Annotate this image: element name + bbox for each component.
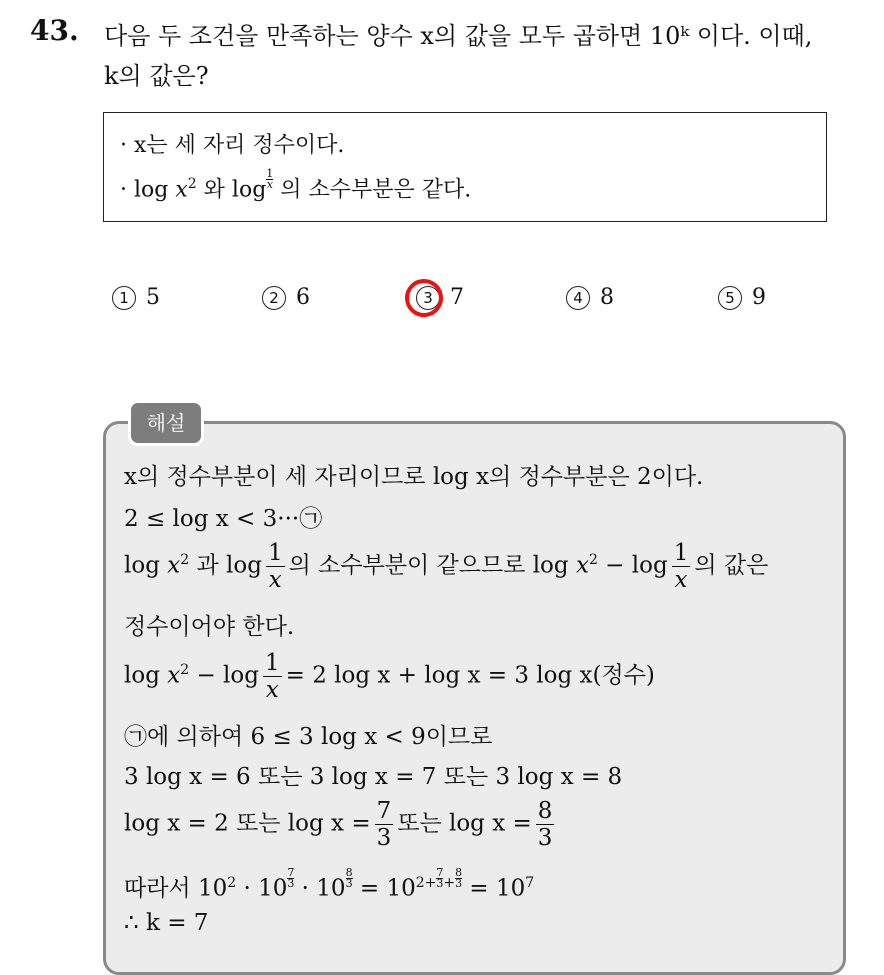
choice-number-2: 2 (262, 286, 286, 310)
solution-line-6: ㉠에 의하여 6 ≤ 3 log x < 9이므로 (124, 724, 493, 750)
solution-line-10: ∴ k = 7 (124, 910, 209, 936)
solution-line-7: 3 log x = 6 또는 3 log x = 7 또는 3 log x = 8 (124, 764, 623, 790)
question-line-1: 다음 두 조건을 만족하는 양수 x의 값을 모두 곱하면 10ᵏ 이다. 이때, (104, 22, 813, 50)
solution-line-8: log x = 2 또는 log x = $\frac{7}{3}$ 또는 log x = $\frac{8}{3}$ (124, 798, 553, 851)
solution-line-9: 따라서 $10^2 \cdot 10$ $\frac{7}{3}$ · 10 $\frac{8}{3}$ = $10^{2+}$ $\frac{7}{3}$ + $\frac{8}{3}$ = $10^7$ (124, 866, 535, 902)
choice-number-5: 5 (718, 286, 742, 310)
choice-number-4: 4 (566, 286, 590, 310)
choice-1[interactable] (112, 285, 160, 310)
condition-2: · $\log x^2$ 와 log $\frac{1}{x}$ 의 소수부분은 같다. (120, 167, 472, 203)
choice-5[interactable] (718, 285, 766, 310)
solution-line-3: $\log x^2$ 과 log $\frac{1}{x}$ 의 소수부분이 같으므로 $\log x^2 - \log$ $\frac{1}{x}$ 의 값은 (124, 540, 769, 593)
question-text (104, 16, 874, 96)
answer-choices (108, 285, 828, 319)
choice-value-5: 9 (752, 285, 766, 310)
condition-1: · x는 세 자리 정수이다. (120, 133, 345, 158)
question-line-2: k의 값은? (104, 62, 209, 90)
selected-answer-mark (402, 276, 446, 320)
choice-value-1: 5 (146, 285, 160, 310)
choice-value-2: 6 (296, 285, 310, 310)
solution-line-5: $\log x^2 - \log$ $\frac{1}{x}$ = 2 log x + log x = 3 log x(정수) (124, 650, 655, 703)
solution-line-1: x의 정수부분이 세 자리이므로 log x의 정수부분은 2이다. (124, 464, 704, 490)
choice-value-3: 7 (450, 285, 464, 310)
solution-tag: 해설 (128, 400, 204, 446)
solution-line-4: 정수이어야 한다. (124, 614, 295, 640)
solution-line-2: 2 ≤ log x < 3···㉠ (124, 506, 323, 532)
choice-2[interactable] (262, 285, 310, 310)
choice-number-3: 3 (416, 286, 440, 310)
choice-number-1: 1 (112, 286, 136, 310)
choice-4[interactable] (566, 285, 614, 310)
question-number: 43. (30, 14, 79, 47)
choice-value-4: 8 (600, 285, 614, 310)
